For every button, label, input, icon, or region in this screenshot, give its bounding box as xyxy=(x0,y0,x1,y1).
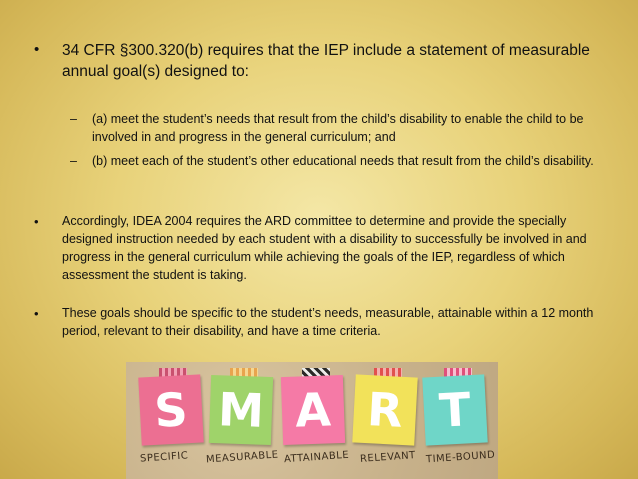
subbullet-text-a: (a) meet the student’s needs that result from the child’s disability to enable the child to be involved in and progress in the general curriculum; and xyxy=(92,112,584,144)
smart-note-m xyxy=(209,375,273,445)
bullet-marker: • xyxy=(34,306,39,321)
bullet-marker: • xyxy=(34,214,39,229)
smart-letter: A xyxy=(294,382,332,438)
smart-note-t xyxy=(422,374,487,445)
smart-letter: M xyxy=(217,382,265,438)
smart-word-attainable: ATTAINABLE xyxy=(283,449,350,466)
smart-note-a xyxy=(281,375,345,445)
smart-word-relevant: RELEVANT xyxy=(359,450,417,465)
subbullet-marker: – xyxy=(70,154,77,168)
smart-word-measurable: MEASURABLE xyxy=(205,449,279,466)
smart-note-r xyxy=(352,374,417,445)
subbullet-marker: – xyxy=(70,112,77,126)
smart-word-specific: SPECIFIC xyxy=(139,450,189,465)
subbullet-text-b: (b) meet each of the student’s other educational needs that result from the child’s disability. xyxy=(92,154,594,168)
bullet-marker: • xyxy=(34,41,40,58)
smart-letter: S xyxy=(153,382,189,438)
smart-word-time-bound: TIME-BOUND xyxy=(425,449,496,466)
smart-note-s xyxy=(138,374,203,445)
bullet-text-goals: These goals should be specific to the student’s needs, measurable, attainable within a 12 month period, relevant to their disability, and have a time criteria. xyxy=(62,306,594,338)
bullet-text-idea: Accordingly, IDEA 2004 requires the ARD committee to determine and provide the specially designed instruction needed by each student with a disability to successfully be involved in and progress in the general curriculum while achieving the goals of the IEP, regardless of which assessment the student is taking. xyxy=(62,214,587,282)
smart-letter: R xyxy=(365,382,405,438)
smart-letter: T xyxy=(437,382,473,438)
smart-goals-image xyxy=(126,362,498,479)
bullet-text-cfr: 34 CFR §300.320(b) requires that the IEP include a statement of measurable annual goal(s) designed to: xyxy=(62,42,590,80)
